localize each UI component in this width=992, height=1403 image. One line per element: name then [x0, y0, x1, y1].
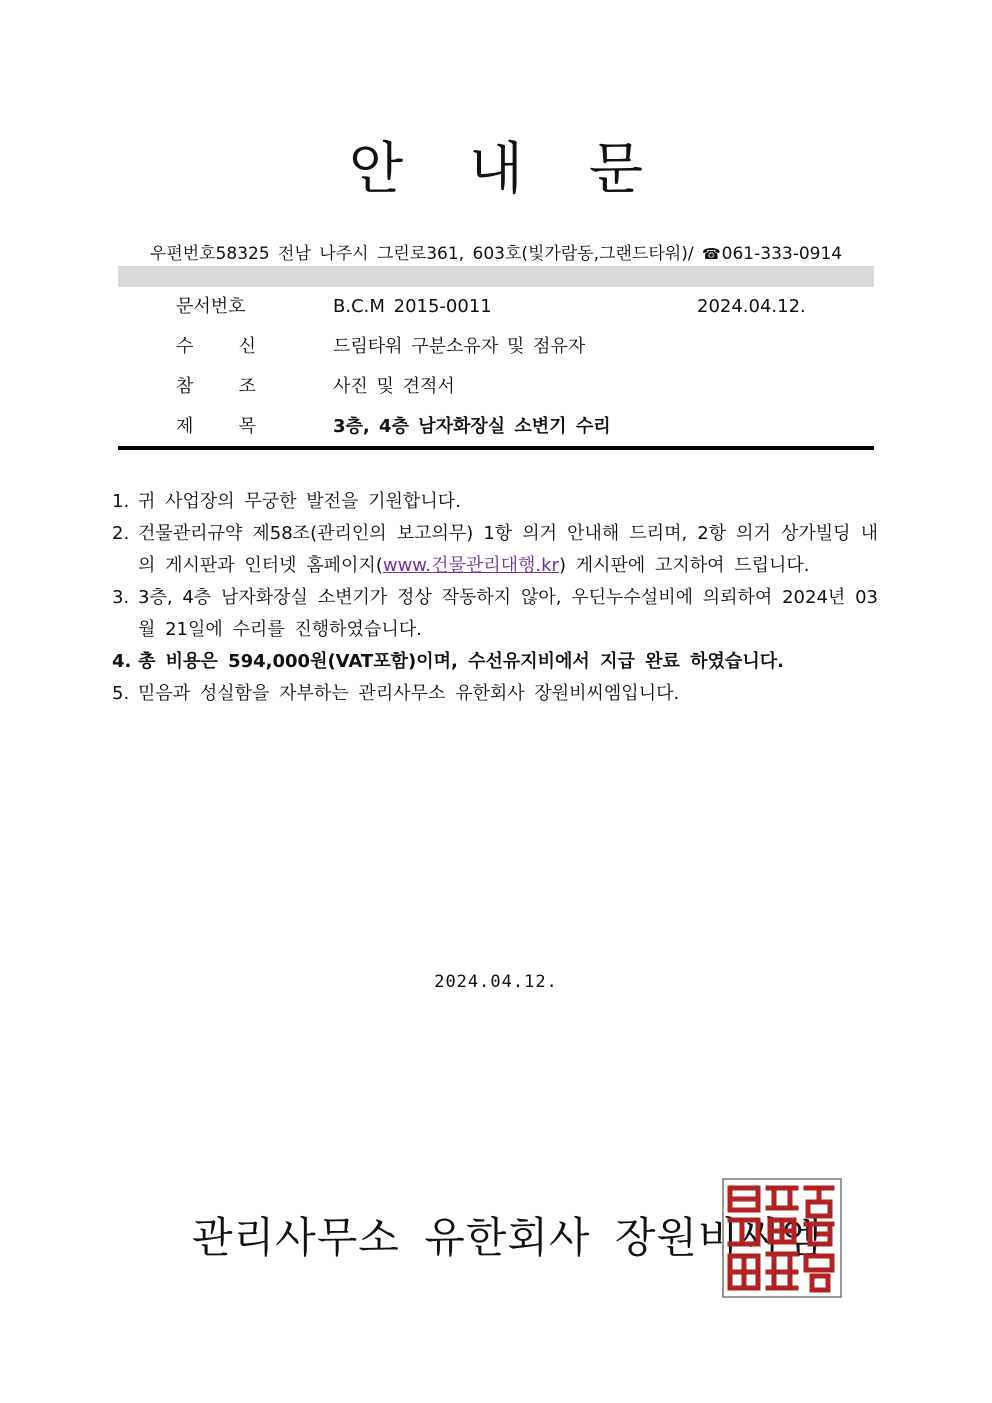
subject-label-b: 목: [238, 416, 256, 437]
doc-date: 2024.04.12.: [697, 296, 806, 317]
list-item: [112, 678, 878, 710]
item-number: 4.: [112, 651, 132, 672]
address-line: [0, 241, 992, 267]
subject-value: 3층, 4층 남자화장실 소변기 수리: [333, 416, 611, 437]
list-item: [112, 486, 878, 518]
doc-no-value: B.C.M 2015-0011: [333, 296, 492, 317]
item-text: 총 비용은 594,000원(VAT포함)이며, 수선유지비에서 지급 완료 하였습니다.: [138, 651, 784, 672]
meta-row-doc-no: [0, 292, 992, 322]
recipient-label-a: 수: [176, 336, 194, 357]
meta-row-subject: [0, 412, 992, 442]
recipient-label: [176, 332, 256, 362]
subject-label: [176, 412, 256, 442]
item-text: 믿음과 성실함을 자부하는 관리사무소 유한회사 장원비씨엠입니다.: [138, 683, 680, 704]
reference-label-a: 참: [176, 376, 194, 397]
document-title: 안 내 문: [349, 137, 667, 202]
reference-label: [176, 372, 256, 402]
item-number: 2.: [112, 523, 130, 544]
doc-no-label: 문서번호: [176, 296, 246, 317]
recipient-value: 드림타워 구분소유자 및 점유자: [333, 336, 586, 357]
reference-label-b: 조: [238, 376, 256, 397]
item-number: 1.: [112, 491, 130, 512]
homepage-link[interactable]: www.건물관리대행.kr: [382, 555, 559, 576]
company-seal-icon: [722, 1178, 842, 1298]
item-number: 3.: [112, 587, 130, 608]
meta-row-recipient: [0, 332, 992, 362]
header-divider-bar: [118, 266, 874, 287]
meta-row-reference: [0, 372, 992, 402]
address-text: 우편번호58325 전남 나주시 그린로361, 603호(빛가람동,그랜드타워)/: [149, 244, 694, 264]
item-number: 5.: [112, 683, 130, 704]
recipient-label-b: 신: [238, 336, 256, 357]
item-text: [138, 518, 878, 582]
reference-value: 사진 및 견적서: [333, 376, 455, 397]
header-rule: [118, 446, 874, 450]
list-item: [112, 646, 878, 678]
telephone-icon: ☎: [701, 245, 721, 263]
company-name: 관리사무소 유한회사 장원비씨엠: [192, 1213, 823, 1262]
item-text-before-link: 건물관리규약 제58조(관리인의 보고의무) 1항 의거 안내해 드리며, 2항 의거 상가빌딩 내의 게시판과 인터넷 홈페이지(: [138, 523, 878, 576]
notice-body-list: [112, 486, 878, 710]
item-text: 귀 사업장의 무궁한 발전을 기원합니다.: [138, 491, 461, 512]
phone-number: 061-333-0914: [721, 244, 843, 264]
item-text: 3층, 4층 남자화장실 소변기가 정상 작동하지 않아, 우딘누수설비에 의뢰하여 2024년 03월 21일에 수리를 진행하였습니다.: [138, 587, 878, 640]
list-item: [112, 582, 878, 646]
subject-label-a: 제: [176, 416, 194, 437]
list-item: [112, 518, 878, 582]
item-text-after-link: ) 게시판에 고지하여 드립니다.: [558, 555, 810, 576]
closing-date: 2024.04.12.: [434, 972, 558, 992]
